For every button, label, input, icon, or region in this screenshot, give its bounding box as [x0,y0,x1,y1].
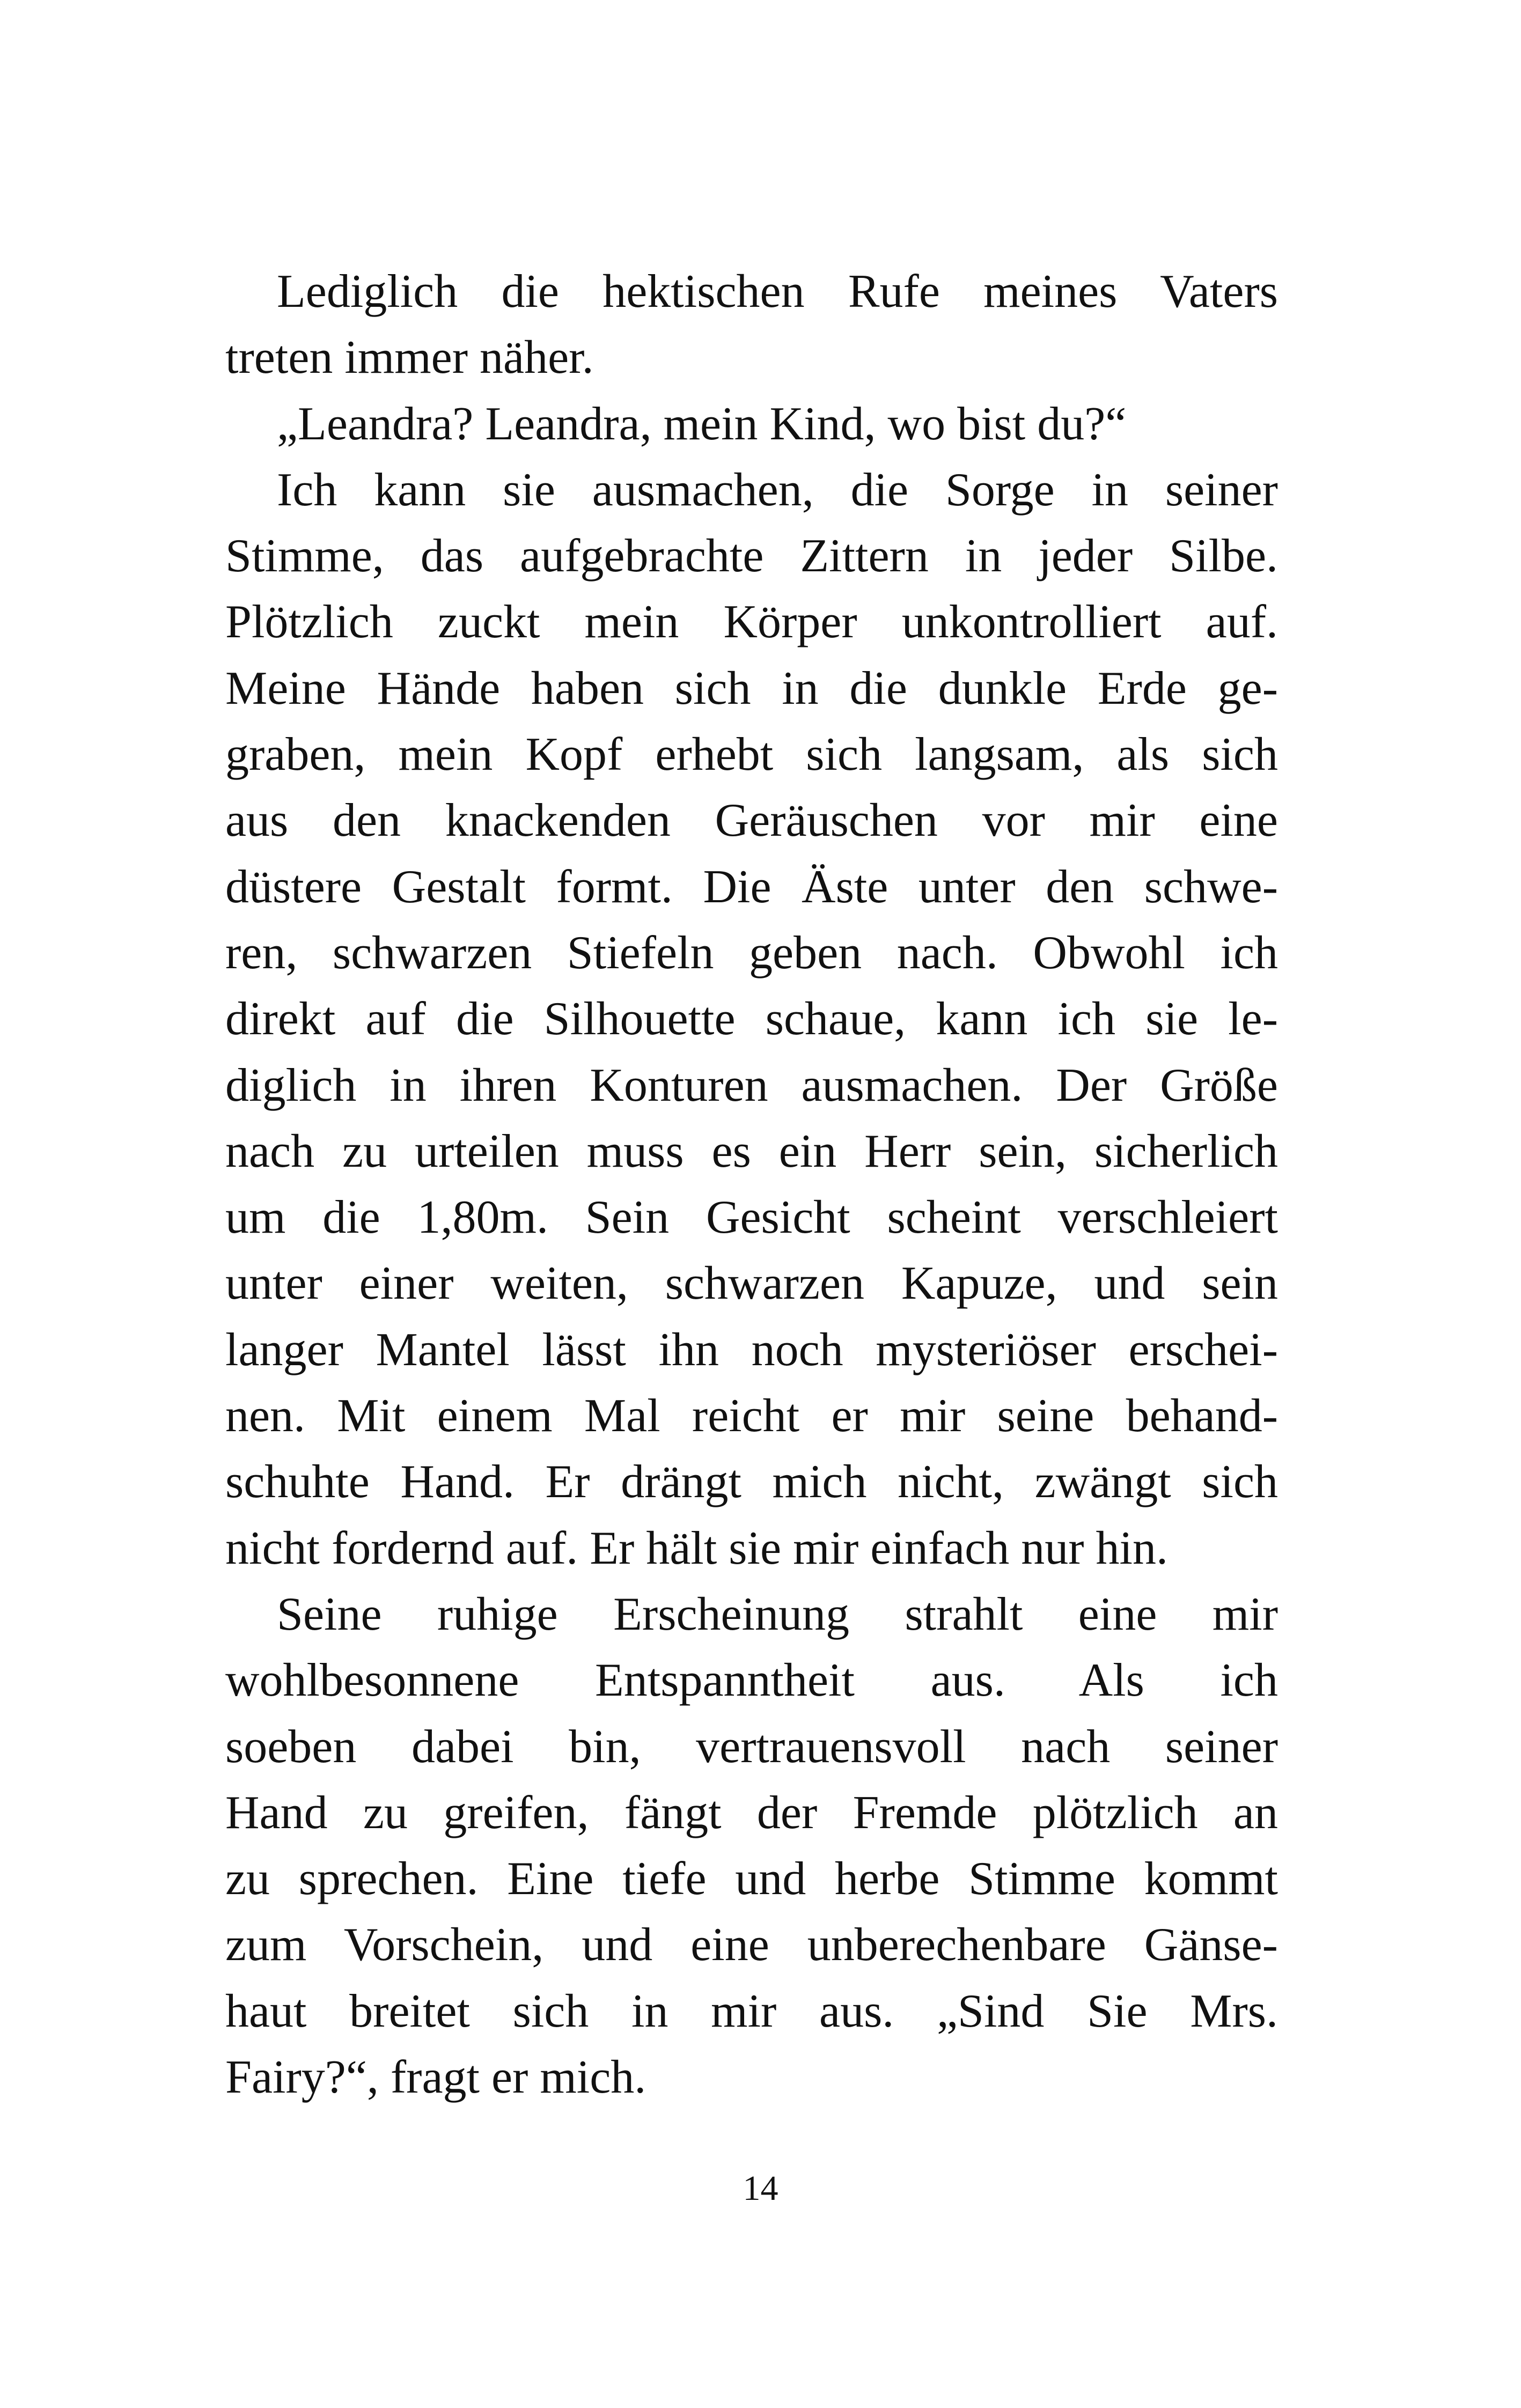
text-line: treten immer näher. [225,332,594,384]
text-line: diglich in ihren Konturen ausmachen. Der Größe [225,1059,1278,1111]
text-line: Plötzlich zuckt mein Körper unkontrolliert auf. [225,596,1278,649]
text-line: unter einer weiten, schwarzen Kapuze, und sein [225,1257,1278,1310]
body-text [225,259,1278,2110]
page-number: 14 [743,2169,778,2208]
text-line: wohlbesonnene Entspanntheit aus. Als ich [225,1654,1278,1707]
text-line: soeben dabei bin, vertrauensvoll nach seiner [225,1720,1278,1773]
text-line: direkt auf die Silhouette schaue, kann ich sie le- [225,993,1278,1045]
text-line: nen. Mit einem Mal reicht er mir seine behand- [225,1390,1278,1442]
text-line: graben, mein Kopf erhebt sich langsam, als sich [225,728,1278,781]
text-line: aus den knackenden Geräuschen vor mir eine [225,794,1278,847]
text-line: nicht fordernd auf. Er hält sie mir einfach nur hin. [225,1522,1168,1574]
text-line: ren, schwarzen Stiefeln geben nach. Obwohl ich [225,926,1278,979]
text-line: düstere Gestalt formt. Die Äste unter den schwe- [225,860,1278,913]
text-line: Stimme, das aufgebrachte Zittern in jeder Silbe. [225,530,1278,583]
text-line: um die 1,80m. Sein Gesicht scheint verschleiert [225,1191,1278,1244]
text-line: Ich kann sie ausmachen, die Sorge in seiner [277,463,1278,516]
text-line: nach zu urteilen muss es ein Herr sein, sicherlich [225,1125,1278,1177]
text-line: langer Mantel lässt ihn noch mysteriöser erschei- [225,1323,1278,1376]
text-line: schuhte Hand. Er drängt mich nicht, zwängt sich [225,1456,1278,1508]
text-line: Seine ruhige Erscheinung strahlt eine mir [277,1588,1278,1640]
text-line: zu sprechen. Eine tiefe und herbe Stimme kommt [225,1853,1278,1905]
text-line: Meine Hände haben sich in die dunkle Erde ge- [225,662,1278,715]
text-line: Lediglich die hektischen Rufe meines Vaters [277,266,1278,318]
text-line: zum Vorschein, und eine unberechenbare Gänse- [225,1919,1278,1971]
text-line: Fairy?“, fragt er mich. [225,2051,646,2104]
text-line: haut breitet sich in mir aus. „Sind Sie Mrs. [225,1985,1278,2037]
text-line: „Leandra? Leandra, mein Kind, wo bist du?“ [277,397,1127,450]
text-line: Hand zu greifen, fängt der Fremde plötzlich an [225,1786,1278,1839]
